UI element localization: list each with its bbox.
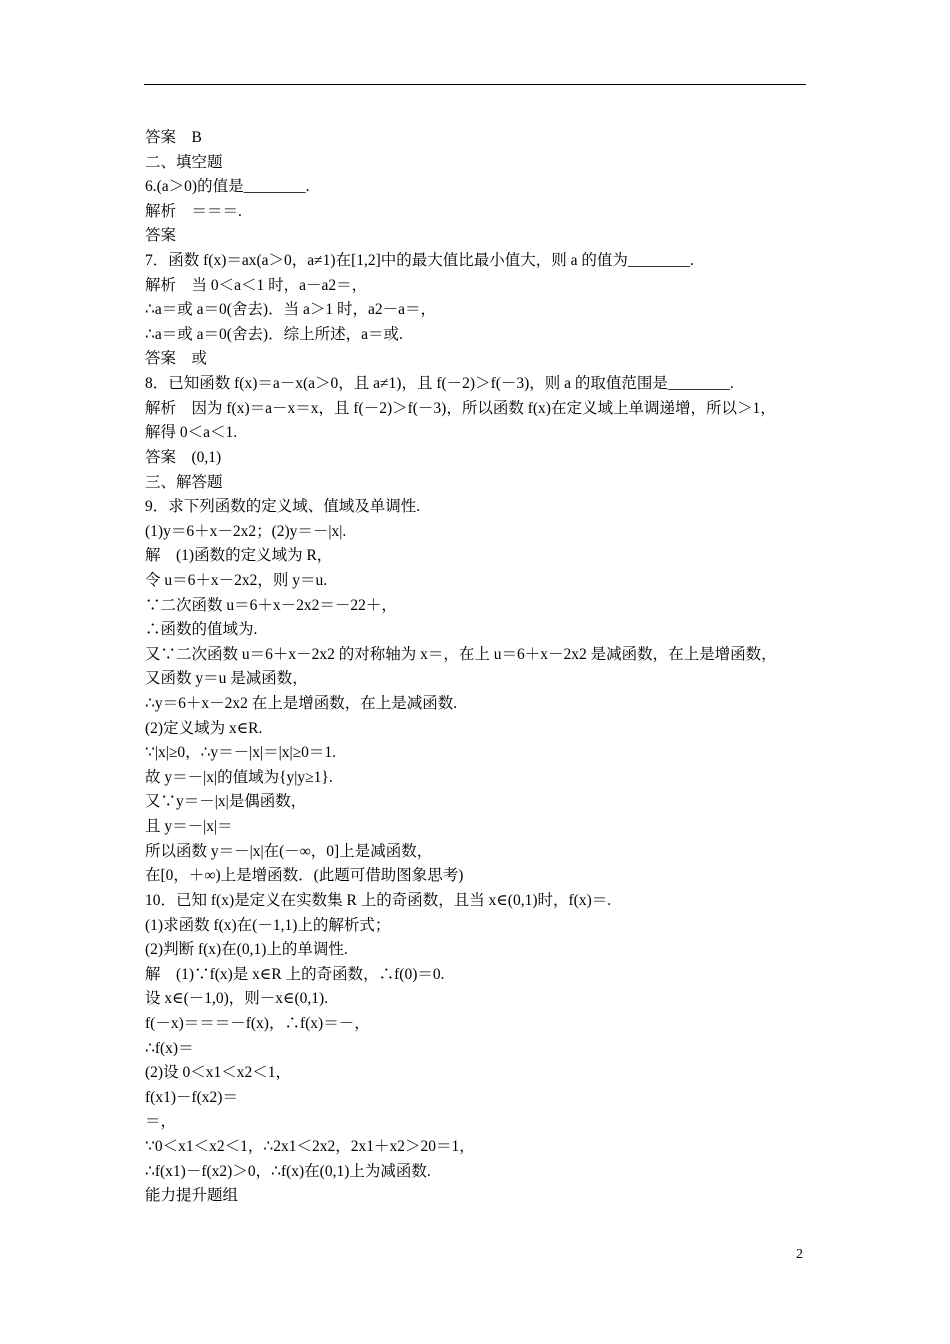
text-line: 又∵二次函数 u＝6＋x－2x2 的对称轴为 x＝，在上 u＝6＋x－2x2 是减函数，在上是增函数， <box>145 645 777 663</box>
text-line: ∴函数的值域为. <box>145 621 258 639</box>
text-line: 答案 (0,1) <box>145 448 222 466</box>
text-line: 解析 因为 f(x)＝a－x＝x，且 f(－2)＞f(－3)，所以函数 f(x)在定义域上单调递增，所以＞1， <box>145 399 776 417</box>
text-line: ∴a＝或 a＝0(舍去)．当 a＞1 时，a2－a＝， <box>145 301 436 319</box>
section-heading: 能力提升题组 <box>145 1187 239 1205</box>
text-line: (2)定义域为 x∈R. <box>145 719 263 737</box>
text-line: 所以函数 y＝－|x|在(－∞，0]上是减函数， <box>145 842 433 860</box>
text-line: 在[0，＋∞)上是增函数．(此题可借助图象思考) <box>145 867 464 885</box>
text-line: 解得 0＜a＜1. <box>145 424 238 442</box>
text-line: (2)设 0＜x1＜x2＜1， <box>145 1064 291 1082</box>
text-line: ∴y＝6＋x－2x2 在上是增函数，在上是减函数. <box>145 695 458 713</box>
text-line: 答案 <box>145 227 177 245</box>
text-line: 又∵y＝－|x|是偶函数， <box>145 793 307 811</box>
text-line: f(x1)－f(x2)＝ <box>145 1088 238 1106</box>
text-line: 答案 B <box>145 129 202 146</box>
header-rule <box>144 84 806 85</box>
text-line: ∵|x|≥0，∴y＝－|x|＝|x|≥0＝1. <box>145 744 336 762</box>
text-line: (1)求函数 f(x)在(－1,1)上的解析式； <box>145 916 391 934</box>
text-line: ∴f(x)＝ <box>145 1039 194 1057</box>
text-line: (1)y＝6＋x－2x2；(2)y＝－|x|. <box>145 522 347 540</box>
text-line: 解 (1)函数的定义域为 R， <box>145 547 333 565</box>
text-line: 解析 ＝＝＝. <box>145 202 242 220</box>
section-heading: 三、解答题 <box>145 473 223 491</box>
text-line: ∴f(x1)－f(x2)＞0，∴f(x)在(0,1)上为减函数. <box>145 1162 431 1180</box>
page-number: 2 <box>796 1247 803 1262</box>
text-line: 故 y＝－|x|的值域为{y|y≥1}. <box>145 768 333 786</box>
question-8: 8．已知函数 f(x)＝a－x(a＞0，且 a≠1)，且 f(－2)＞f(－3)，则 a 的取值范围是________. <box>145 375 734 393</box>
text-line: ∴a＝或 a＝0(舍去)．综上所述，a＝或. <box>145 325 403 343</box>
question-6: 6.(a＞0)的值是________. <box>145 178 310 196</box>
text-line: ∵二次函数 u＝6＋x－2x2＝－22＋， <box>145 596 397 614</box>
section-heading: 二、填空题 <box>145 153 223 171</box>
question-7: 7．函数 f(x)＝ax(a＞0，a≠1)在[1,2]中的最大值比最小值大，则 a 的值为________. <box>145 252 694 270</box>
text-line: 解析 当 0＜a＜1 时，a－a2＝， <box>145 276 368 294</box>
text-line: 设 x∈(－1,0)，则－x∈(0,1). <box>145 990 329 1008</box>
text-line: ＝， <box>145 1113 177 1131</box>
text-line: 令 u＝6＋x－2x2，则 y＝u. <box>145 571 328 589</box>
text-line: 答案 或 <box>145 350 208 368</box>
text-line: 又函数 y＝u 是减函数， <box>145 670 308 688</box>
text-line: 且 y＝－|x|＝ <box>145 818 233 836</box>
document-body <box>145 126 810 1209</box>
text-line: (2)判断 f(x)在(0,1)上的单调性. <box>145 941 348 959</box>
question-10: 10．已知 f(x)是定义在实数集 R 上的奇函数，且当 x∈(0,1)时，f(x)＝. <box>145 891 612 909</box>
question-9: 9．求下列函数的定义域、值域及单调性. <box>145 498 421 516</box>
text-line: f(－x)＝＝＝－f(x)，∴f(x)＝－， <box>145 1014 370 1032</box>
text-line: 解 (1)∵f(x)是 x∈R 上的奇函数，∴f(0)＝0. <box>145 965 445 983</box>
text-line: ∵0＜x1＜x2＜1，∴2x1＜2x2，2x1＋x2＞20＝1， <box>145 1137 475 1155</box>
